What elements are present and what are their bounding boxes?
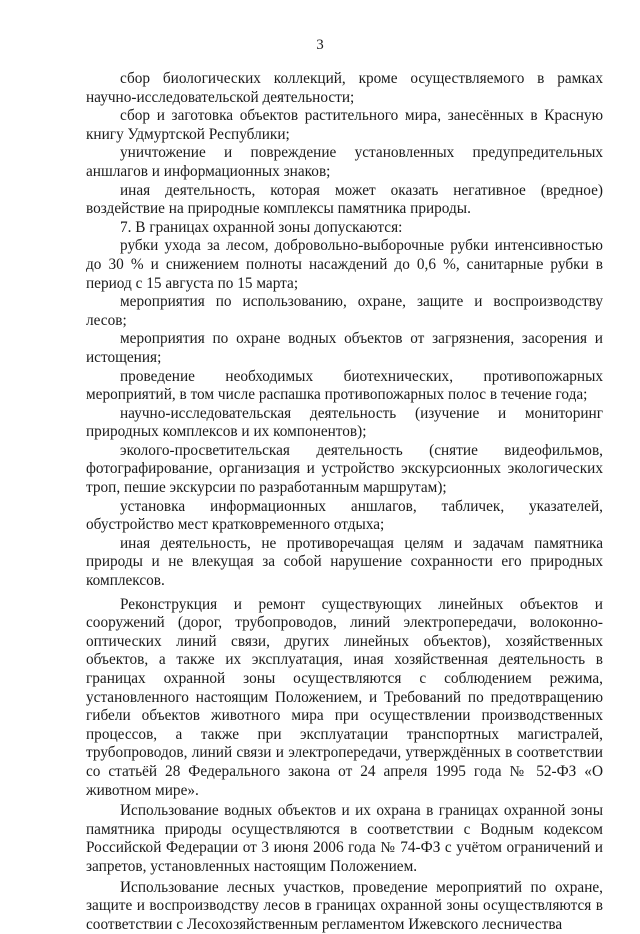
paragraph-other-allowed-activity: иная деятельность, не противоречащая целям и задачам памятника природы и не влекущая за собой нарушение сохранности его природных комплексов. — [86, 534, 603, 590]
paragraph-biological-collections: сбор биологических коллекций, кроме осуществляемого в рамках научно-исследовательской деятельности; — [86, 70, 603, 106]
paragraph-research: научно-исследовательская деятельность (изучение и мониторинг природных комплексов и их компонентов); — [86, 404, 603, 441]
document-body — [86, 70, 603, 934]
paragraph-forest-measures: мероприятия по использованию, охране, защите и воспроизводству лесов; — [86, 293, 603, 329]
paragraph-eco-education: эколого-просветительская деятельность (снятие видеофильмов, фотографирование, организация и устройство экскурсионных экологических троп, пешие экскурсии по разработанным маршрутам); — [86, 441, 603, 497]
section-7-heading: 7. В границах охранной зоны допускаются: — [120, 218, 403, 236]
paragraph-water-protection: мероприятия по охране водных объектов от загрязнения, засорения и истощения; — [86, 330, 603, 366]
paragraph-water-use: Использование водных объектов и их охрана в границах охранной зоны памятника природы осуществляются в соответствии с Водным кодексом Российской Федерации от 3 июня 2006 года № 74-ФЗ с учётом ограничений и запретов, установленных настоящим Положением. — [86, 802, 603, 875]
paragraph-other-harmful-activity: иная деятельность, которая может оказать негативное (вредное) воздействие на природные комплексы памятника природы. — [86, 181, 603, 218]
paragraph-linear-objects: Реконструкция и ремонт существующих линейных объектов и сооружений (дорог, трубопроводов, линий электропередачи, волоконно-оптических линий связи, других линейных объектов), хозяйственных объектов, а также их эксплуатация, иная хозяйственная деятельность в границах охранной зоны осуществляются с соблюдением режима, установленного настоящим Положением, и Требований по предотвращению гибели объектов животного мира при осуществлении производственных процессов, а также при эксплуатации транспортных магистралей, трубопроводов, линий связи и электропередачи, утверждённых в соответствии со статьёй 28 Федерального закона от 24 апреля 1995 года № 52-ФЗ «О животном мире». — [86, 595, 603, 799]
page-number: 3 — [316, 37, 324, 53]
paragraph-forest-cuttings: рубки ухода за лесом, добровольно-выборочные рубки интенсивностью до 30 % и снижением полноты насаждений до 0,6 %, санитарные рубки в период с 15 августа по 15 марта; — [86, 237, 603, 292]
paragraph-forest-use: Использование лесных участков, проведение мероприятий по охране, защите и воспроизводству лесов в границах охранной зоны осуществляются в соответствии с Лесохозяйственным регламентом Ижевского лесничества — [86, 878, 603, 933]
paragraph-signs-damage: уничтожение и повреждение установленных предупредительных аншлагов и информационных знаков; — [86, 144, 603, 180]
paragraph-info-signs: установка информационных аншлагов, табличек, указателей, обустройство мест кратковременного отдыха; — [86, 497, 603, 534]
paragraph-red-book-plants: сбор и заготовка объектов растительного мира, занесённых в Красную книгу Удмуртской Республики; — [86, 107, 603, 143]
paragraph-biotechnical-measures: проведение необходимых биотехнических, противопожарных мероприятий, в том числе распашка противопожарных полос в течение года; — [86, 367, 603, 404]
